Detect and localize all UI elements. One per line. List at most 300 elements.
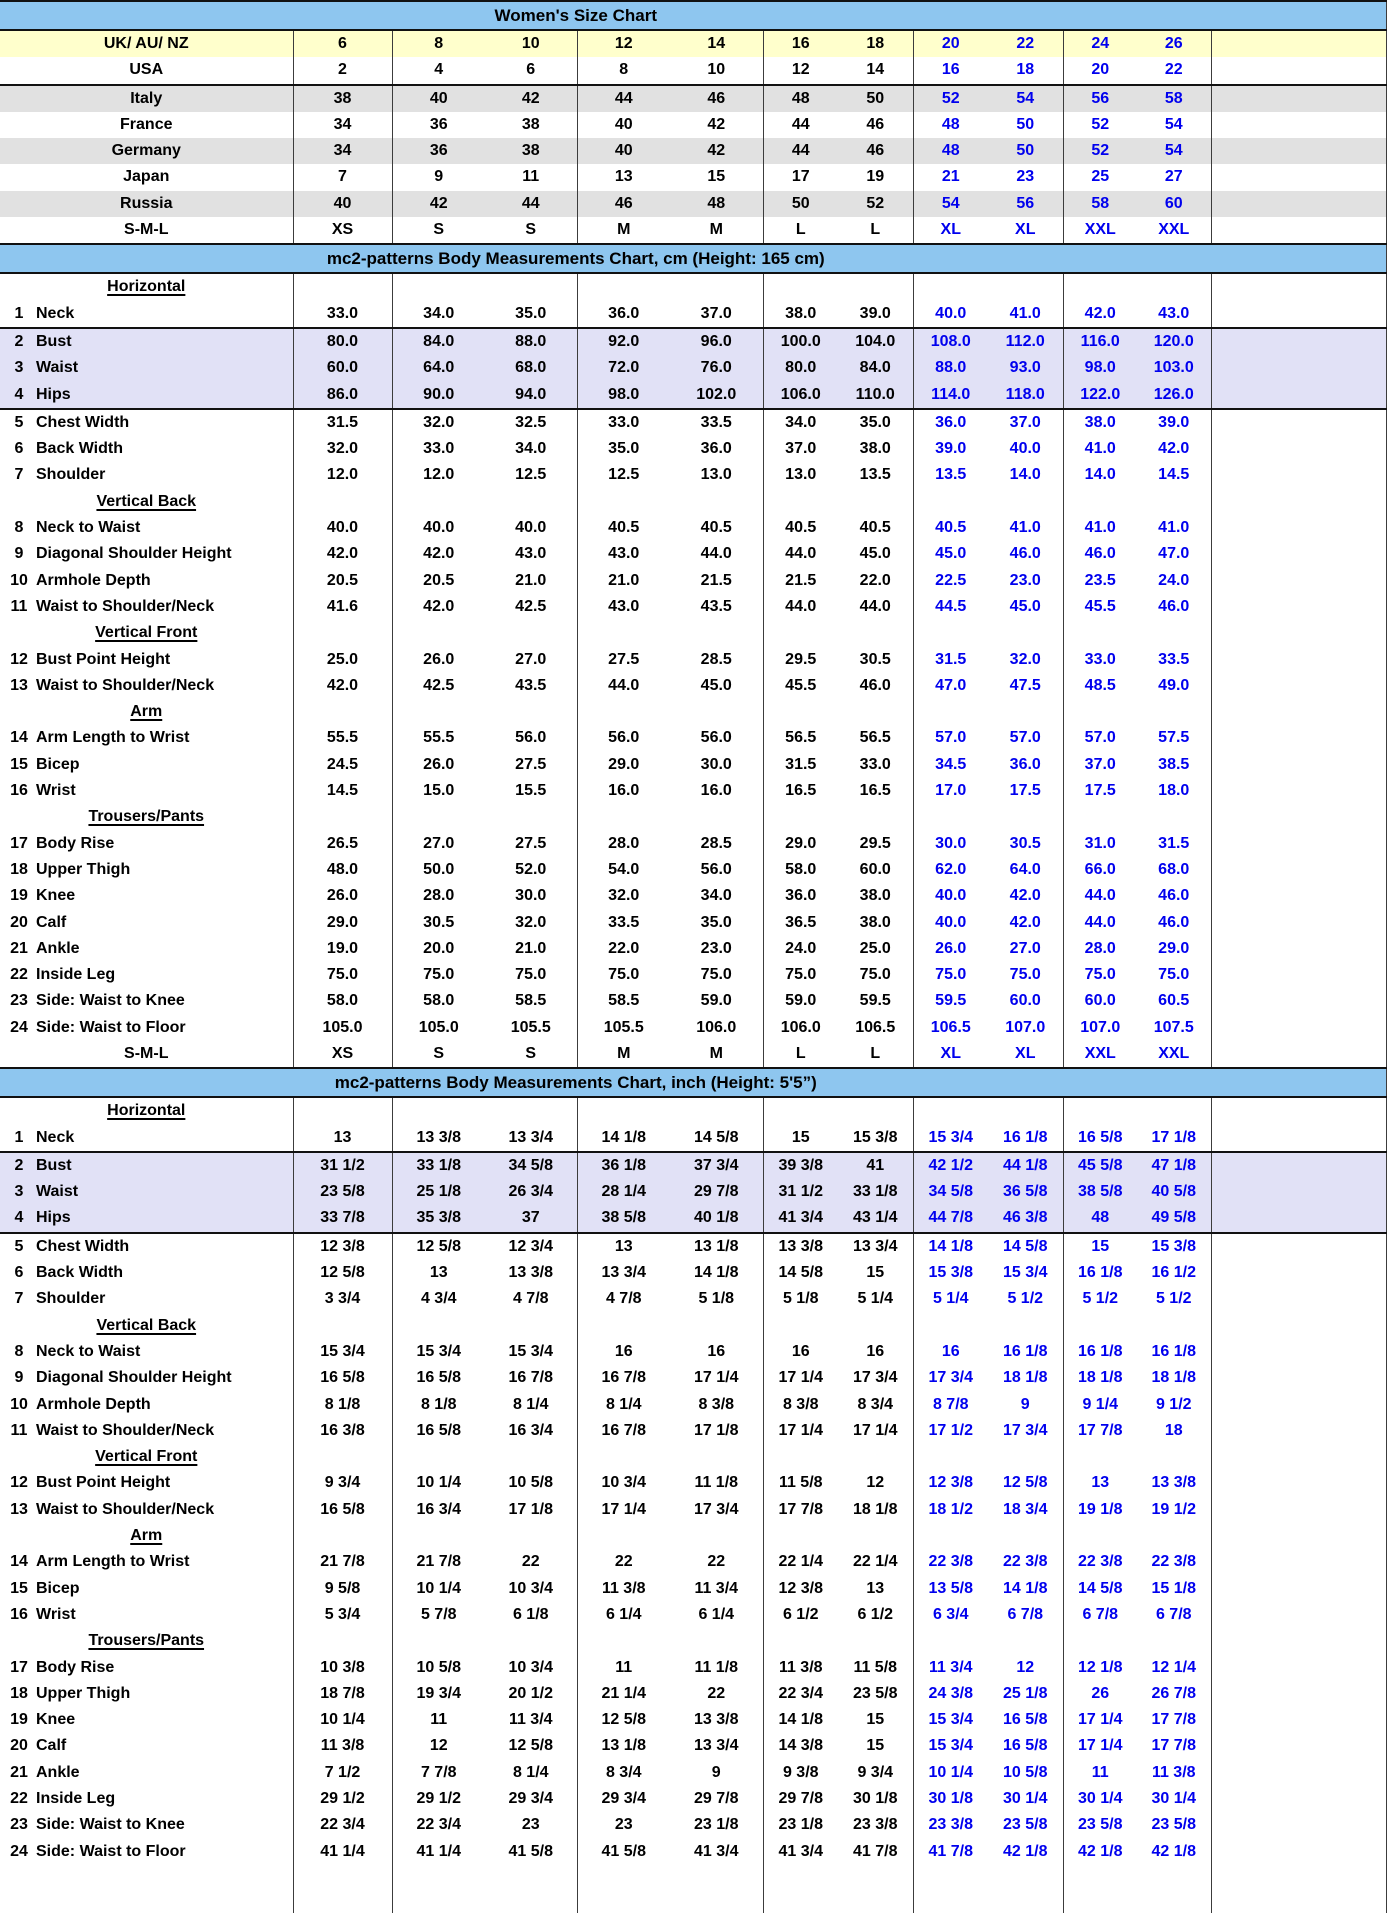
value-cell: XL: [988, 1041, 1063, 1068]
value-cell: 84.0: [838, 355, 913, 381]
value-cell: 41 5/8: [485, 1839, 577, 1865]
value-cell: 8 1/4: [605, 1395, 642, 1413]
value-cell: [1137, 273, 1211, 300]
value-cell: 13 3/4: [670, 1733, 763, 1759]
row-number: 3: [14, 359, 24, 377]
value-cell: 17 7/8: [778, 1500, 823, 1518]
value-cell: [763, 1313, 838, 1339]
value-cell: 23: [614, 1816, 633, 1834]
value-cell: 15: [670, 164, 763, 190]
value-cell: M: [670, 217, 763, 244]
table-row: [0, 1549, 1386, 1575]
table-row: [0, 910, 1386, 936]
value-cell: 43.5: [670, 594, 763, 620]
row-label-cell: [0, 673, 293, 699]
value-cell: 44.0: [1084, 887, 1116, 905]
section-header: Horizontal: [107, 278, 186, 296]
value-cell: 110.0: [838, 382, 913, 409]
value-cell: 17 3/4: [928, 1369, 973, 1387]
row-number: 13: [10, 676, 28, 694]
value-cell: 16 1/2: [1137, 1260, 1211, 1286]
spacer-cell: [1211, 301, 1386, 328]
value-cell: 8 1/8: [293, 1392, 392, 1418]
value-cell: [913, 1523, 988, 1549]
spacer-cell: [1211, 1041, 1386, 1068]
value-cell: 10 1/4: [293, 1707, 392, 1733]
spacer-cell: [1211, 85, 1386, 112]
row-label-text: Arm Length to Wrist: [36, 1553, 190, 1571]
value-cell: [670, 699, 763, 725]
spacer-cell: [1211, 1576, 1386, 1602]
value-cell: 23 3/8: [838, 1812, 913, 1838]
value-cell: 10 3/4: [485, 1655, 577, 1681]
spacer-cell: [1211, 936, 1386, 962]
value-cell: 31.5: [785, 755, 817, 773]
value-cell: [988, 273, 1063, 300]
value-cell: 57.0: [988, 725, 1063, 751]
value-cell: 50: [838, 85, 913, 112]
row-label-cell: [0, 988, 293, 1014]
value-cell: [577, 1628, 670, 1654]
value-cell: 42 1/8: [1078, 1842, 1123, 1860]
spacer-cell: [1211, 673, 1386, 699]
row-label-text: Chest Width: [36, 413, 130, 431]
section-header-cell: [0, 1444, 293, 1470]
value-cell: 68.0: [485, 355, 577, 381]
row-label-text: Armhole Depth: [36, 571, 151, 589]
value-cell: 6: [485, 57, 577, 84]
value-cell: XS: [293, 217, 392, 244]
row-label-cell: S-M-L: [0, 1041, 293, 1068]
table-row: [0, 1179, 1386, 1205]
table-row: [0, 1152, 1386, 1179]
value-cell: 15: [763, 1125, 838, 1152]
spacer-cell: [1211, 778, 1386, 804]
row-label-text: Ankle: [36, 1763, 80, 1781]
table-row: [0, 1418, 1386, 1444]
row-label-cell: [0, 1205, 293, 1232]
row-label-cell: [0, 883, 293, 909]
value-cell: 16 5/8: [416, 1421, 461, 1439]
value-cell: 13.0: [785, 466, 817, 484]
value-cell: 38.0: [838, 883, 913, 909]
row-number: 5: [14, 1237, 24, 1255]
row-number: 18: [10, 860, 28, 878]
value-cell: 28.5: [670, 831, 763, 857]
section-row: [0, 699, 1386, 725]
value-cell: 41: [838, 1152, 913, 1179]
table-row: [0, 831, 1386, 857]
value-cell: [763, 804, 838, 830]
value-cell: 54: [913, 191, 988, 217]
value-cell: 50: [988, 138, 1063, 164]
row-number: 1: [14, 1128, 24, 1146]
row-number: 12: [10, 650, 28, 668]
value-cell: 28 1/4: [577, 1179, 670, 1205]
value-cell: 15 3/4: [293, 1339, 392, 1365]
row-label-text: Neck: [36, 1128, 75, 1146]
value-cell: 19 1/8: [1078, 1500, 1123, 1518]
row-label-text: Armhole Depth: [36, 1395, 151, 1413]
value-cell: 88.0: [913, 355, 988, 381]
value-cell: 5 1/4: [838, 1286, 913, 1312]
value-cell: 36.0: [577, 301, 670, 328]
value-cell: 37.0: [988, 409, 1063, 436]
value-cell: 6 1/2: [782, 1605, 819, 1623]
value-cell: [392, 699, 485, 725]
value-cell: [577, 1313, 670, 1339]
spacer-cell: [1211, 1392, 1386, 1418]
value-cell: 16 1/8: [1137, 1339, 1211, 1365]
spacer-cell: [1211, 1015, 1386, 1041]
row-label-cell: [0, 1392, 293, 1418]
value-cell: 15 1/8: [1137, 1576, 1211, 1602]
value-cell: 11: [485, 164, 577, 190]
row-label-cell: [0, 857, 293, 883]
row-label-cell: [0, 831, 293, 857]
value-cell: [763, 489, 838, 515]
value-cell: 22: [614, 1553, 633, 1571]
value-cell: [1063, 489, 1137, 515]
row-number: 21: [10, 1763, 28, 1781]
value-cell: [1137, 804, 1211, 830]
value-cell: 27.0: [423, 834, 455, 852]
value-cell: [485, 1628, 577, 1654]
value-cell: 44: [577, 85, 670, 112]
value-cell: [577, 489, 670, 515]
value-cell: 118.0: [988, 382, 1063, 409]
value-cell: 17 1/4: [1078, 1711, 1123, 1729]
row-number: 20: [10, 913, 28, 931]
row-number: 20: [10, 1737, 28, 1755]
value-cell: 39 3/8: [763, 1152, 838, 1179]
value-cell: 92.0: [577, 328, 670, 355]
value-cell: 18.0: [1137, 778, 1211, 804]
value-cell: 16.5: [838, 778, 913, 804]
spacer-cell: [1211, 857, 1386, 883]
value-cell: 17 1/8: [670, 1418, 763, 1444]
value-cell: 6 3/4: [932, 1605, 969, 1623]
row-label-cell: [0, 1179, 293, 1205]
value-cell: 13 1/8: [670, 1233, 763, 1260]
row-label-text: Waist to Shoulder/Neck: [36, 1500, 215, 1518]
value-cell: [988, 1444, 1063, 1470]
row-label-cell: [0, 541, 293, 567]
value-cell: [392, 804, 485, 830]
row-label-cell: [0, 1470, 293, 1496]
value-cell: 16: [838, 1339, 913, 1365]
row-label-text: Shoulder: [36, 466, 106, 484]
value-cell: 8 1/4: [485, 1392, 577, 1418]
value-cell: 75.0: [485, 962, 577, 988]
value-cell: 30.0: [485, 883, 577, 909]
row-number: 24: [10, 1842, 28, 1860]
spacer-cell: [1211, 355, 1386, 381]
spacer-cell: [1211, 568, 1386, 594]
value-cell: [670, 273, 763, 300]
value-cell: 22 3/8: [1137, 1549, 1211, 1575]
value-cell: 52: [838, 191, 913, 217]
value-cell: [293, 1865, 392, 1913]
value-cell: 56.0: [670, 725, 763, 751]
value-cell: 25: [1091, 168, 1110, 186]
value-cell: 37.0: [1084, 755, 1116, 773]
section-header: Vertical Back: [96, 492, 197, 510]
spacer-cell: [1211, 1233, 1386, 1260]
value-cell: [577, 804, 670, 830]
row-label-cell: [0, 1733, 293, 1759]
value-cell: 75.0: [423, 966, 455, 984]
value-cell: 25.0: [838, 936, 913, 962]
row-number: 17: [10, 834, 28, 852]
value-cell: 27.0: [988, 936, 1063, 962]
value-cell: 15: [838, 1707, 913, 1733]
value-cell: 60.0: [988, 988, 1063, 1014]
value-cell: 30 1/4: [988, 1786, 1063, 1812]
value-cell: 21.0: [485, 936, 577, 962]
value-cell: 23 5/8: [838, 1681, 913, 1707]
value-cell: 44.0: [670, 541, 763, 567]
value-cell: 23 5/8: [1078, 1816, 1123, 1834]
value-cell: 12 3/8: [928, 1474, 973, 1492]
value-cell: 4 3/4: [420, 1290, 457, 1308]
spacer-cell: [1211, 1786, 1386, 1812]
value-cell: 13 3/4: [601, 1264, 646, 1282]
value-cell: 108.0: [913, 328, 988, 355]
table-row: [0, 1760, 1386, 1786]
row-label-text: Side: Waist to Floor: [36, 1018, 186, 1036]
value-cell: L: [795, 221, 806, 239]
row-label-text: Body Rise: [36, 1658, 115, 1676]
value-cell: [988, 804, 1063, 830]
row-label-text: Waist: [36, 1183, 79, 1201]
spacer-cell: [1211, 699, 1386, 725]
spacer-cell: [1211, 1812, 1386, 1838]
spacer-cell: [1211, 831, 1386, 857]
value-cell: 27: [1137, 164, 1211, 190]
value-cell: 13 1/8: [601, 1737, 646, 1755]
value-cell: 12 1/8: [1078, 1658, 1123, 1676]
value-cell: 75.0: [670, 962, 763, 988]
value-cell: L: [838, 1041, 913, 1068]
row-label-text: Upper Thigh: [36, 860, 131, 878]
chart-title-band: [0, 1, 1386, 30]
value-cell: 52: [913, 85, 988, 112]
value-cell: 26.0: [423, 650, 455, 668]
value-cell: [838, 620, 913, 646]
section-row: [0, 273, 1386, 300]
value-cell: 42.0: [988, 883, 1063, 909]
value-cell: 20 1/2: [485, 1681, 577, 1707]
value-cell: M: [617, 1044, 631, 1062]
value-cell: 56.0: [670, 857, 763, 883]
value-cell: 44: [763, 138, 838, 164]
value-cell: 22.5: [935, 571, 967, 589]
value-cell: 35.0: [608, 440, 640, 458]
value-cell: 12 5/8: [601, 1711, 646, 1729]
value-cell: 59.5: [838, 988, 913, 1014]
value-cell: 7 1/2: [293, 1760, 392, 1786]
value-cell: 36.0: [935, 413, 967, 431]
table-row: [0, 988, 1386, 1014]
value-cell: 11: [615, 1658, 633, 1676]
value-cell: 24 3/8: [928, 1684, 973, 1702]
section-header: Vertical Front: [95, 1448, 198, 1466]
row-label-cell: [0, 301, 293, 328]
value-cell: 14.5: [293, 778, 392, 804]
value-cell: 102.0: [670, 382, 763, 409]
row-number: 7: [14, 1290, 24, 1308]
value-cell: [988, 1865, 1063, 1913]
value-cell: [763, 1097, 838, 1124]
row-label-cell: [0, 1152, 293, 1179]
value-cell: 22: [988, 30, 1063, 57]
value-cell: 48: [670, 191, 763, 217]
value-cell: 14.0: [1084, 466, 1116, 484]
value-cell: 34 5/8: [485, 1152, 577, 1179]
value-cell: [838, 1313, 913, 1339]
value-cell: 66.0: [1084, 860, 1116, 878]
value-cell: 45.0: [988, 594, 1063, 620]
value-cell: 21.0: [608, 571, 640, 589]
value-cell: 106.0: [763, 382, 838, 409]
value-cell: [763, 699, 838, 725]
table-row: [0, 962, 1386, 988]
value-cell: [1063, 699, 1137, 725]
value-cell: 15 3/4: [928, 1737, 973, 1755]
value-cell: 42: [670, 138, 763, 164]
spacer-cell: [1211, 752, 1386, 778]
value-cell: 15 3/4: [928, 1711, 973, 1729]
value-cell: 23.0: [670, 936, 763, 962]
value-cell: 75.0: [838, 962, 913, 988]
value-cell: 22 1/4: [778, 1553, 823, 1571]
row-number: 22: [10, 966, 28, 984]
value-cell: 37.0: [670, 301, 763, 328]
row-number: 15: [10, 1579, 28, 1597]
value-cell: 26: [1137, 30, 1211, 57]
row-label-cell: [0, 1760, 293, 1786]
value-cell: 30.0: [670, 752, 763, 778]
value-cell: 50.0: [423, 860, 455, 878]
row-number: 19: [10, 1711, 28, 1729]
value-cell: 14 1/8: [670, 1260, 763, 1286]
value-cell: XXL: [1084, 1044, 1116, 1062]
value-cell: 20: [913, 30, 988, 57]
table-row: [0, 462, 1386, 488]
row-number: 12: [10, 1474, 28, 1492]
spacer-cell: [1211, 409, 1386, 436]
value-cell: 50: [763, 191, 838, 217]
value-cell: [988, 699, 1063, 725]
section-row: [0, 1628, 1386, 1654]
value-cell: 42.0: [988, 910, 1063, 936]
value-cell: 46: [838, 138, 913, 164]
value-cell: [485, 699, 577, 725]
value-cell: [293, 1313, 392, 1339]
value-cell: 12.5: [485, 462, 577, 488]
value-cell: [293, 1097, 392, 1124]
value-cell: L: [795, 1044, 806, 1062]
value-cell: 44 1/8: [988, 1152, 1063, 1179]
value-cell: 36: [429, 115, 448, 133]
value-cell: [1063, 1444, 1137, 1470]
value-cell: 30.0: [935, 834, 967, 852]
row-label-cell: [0, 1015, 293, 1041]
value-cell: 43 1/4: [838, 1205, 913, 1232]
value-cell: 49 5/8: [1137, 1205, 1211, 1232]
value-cell: 56.5: [838, 725, 913, 751]
value-cell: 46 3/8: [988, 1205, 1063, 1232]
value-cell: 42.0: [423, 545, 455, 563]
value-cell: 44.0: [1084, 913, 1116, 931]
value-cell: 14 5/8: [988, 1233, 1063, 1260]
row-label-cell: [0, 1812, 293, 1838]
row-label-text: Neck to Waist: [36, 519, 141, 537]
value-cell: 33.0: [608, 413, 640, 431]
value-cell: 26.5: [293, 831, 392, 857]
value-cell: 9: [988, 1392, 1063, 1418]
value-cell: 9 5/8: [293, 1576, 392, 1602]
value-cell: 39.0: [838, 301, 913, 328]
value-cell: 9 1/2: [1137, 1392, 1211, 1418]
value-cell: 41.0: [1084, 519, 1116, 537]
value-cell: [577, 1444, 670, 1470]
value-cell: [838, 804, 913, 830]
value-cell: 16 5/8: [988, 1733, 1063, 1759]
value-cell: [1063, 1865, 1137, 1913]
value-cell: 13 3/8: [1137, 1470, 1211, 1496]
value-cell: 6 1/2: [838, 1602, 913, 1628]
value-cell: 44.0: [785, 545, 817, 563]
value-cell: 13 3/4: [485, 1125, 577, 1152]
value-cell: 21.5: [785, 571, 817, 589]
value-cell: [1063, 1313, 1137, 1339]
value-cell: 75.0: [935, 966, 967, 984]
value-cell: 48: [1063, 1205, 1137, 1232]
value-cell: 13.0: [670, 462, 763, 488]
value-cell: 23: [485, 1812, 577, 1838]
value-cell: 10 1/4: [416, 1474, 461, 1492]
value-cell: 15: [838, 1260, 913, 1286]
value-cell: 33 1/8: [392, 1152, 485, 1179]
table-row: [0, 515, 1386, 541]
value-cell: 49.0: [1137, 673, 1211, 699]
value-cell: 42: [392, 191, 485, 217]
section-row: [0, 489, 1386, 515]
value-cell: 28.0: [608, 834, 640, 852]
value-cell: 33.0: [1084, 650, 1116, 668]
value-cell: 16: [791, 1342, 810, 1360]
value-cell: 96.0: [670, 328, 763, 355]
value-cell: 17 1/8: [1137, 1125, 1211, 1152]
value-cell: 8 3/4: [838, 1392, 913, 1418]
table-row: [0, 1286, 1386, 1312]
value-cell: 58: [1063, 191, 1137, 217]
section-header: Vertical Front: [95, 624, 198, 642]
value-cell: [838, 1865, 913, 1913]
value-cell: 13: [293, 1125, 392, 1152]
value-cell: 58.0: [293, 988, 392, 1014]
value-cell: 14: [838, 57, 913, 84]
spacer-cell: [1211, 910, 1386, 936]
value-cell: 44.5: [935, 597, 967, 615]
value-cell: 23 3/8: [928, 1816, 973, 1834]
row-label-cell: [0, 594, 293, 620]
value-cell: 29 1/2: [416, 1790, 461, 1807]
value-cell: 10 1/4: [928, 1763, 973, 1781]
value-cell: 47 1/8: [1137, 1152, 1211, 1179]
